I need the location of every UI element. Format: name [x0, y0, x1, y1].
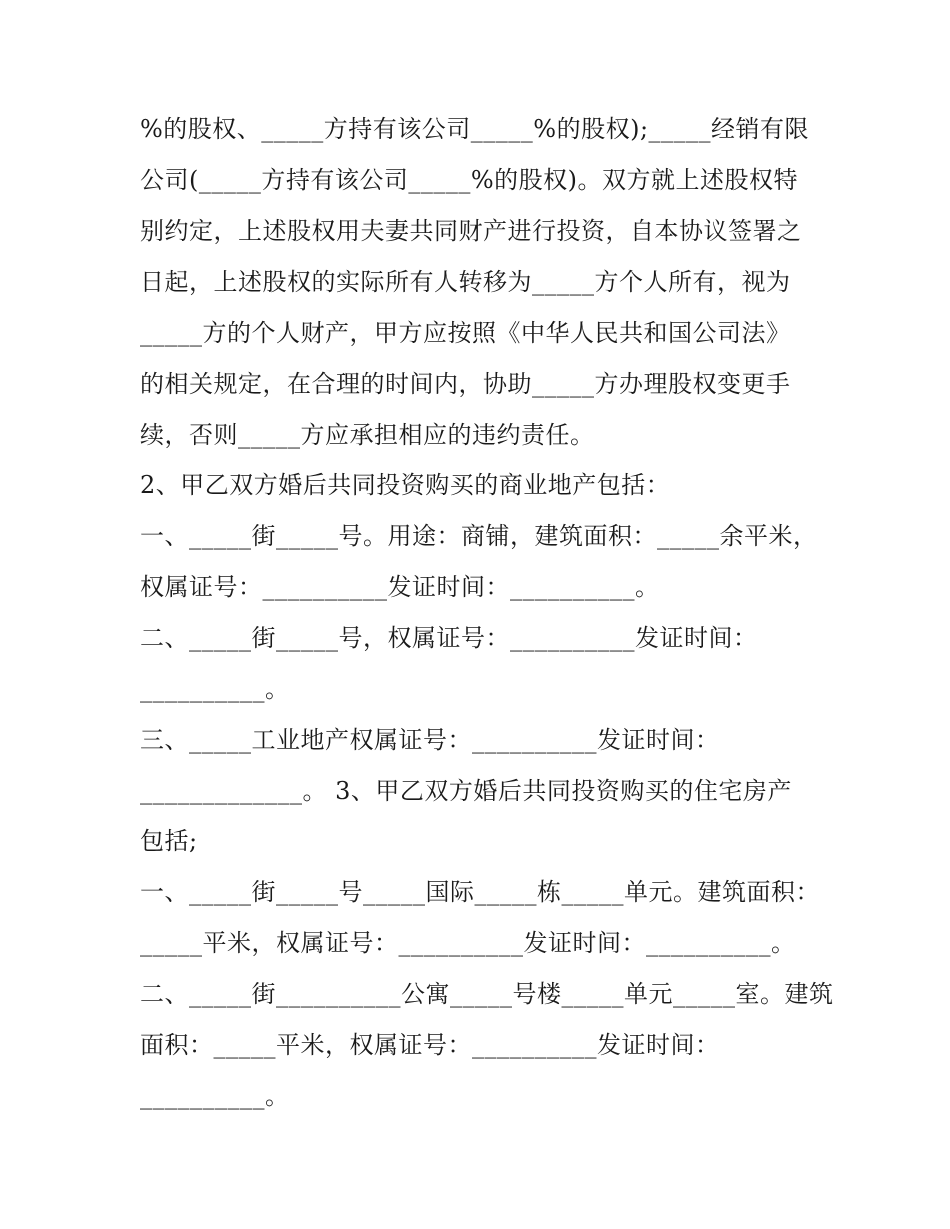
paragraph-line-5: _____方的个人财产，甲方应按照《中华人民共和国公司法》	[140, 319, 791, 347]
paragraph-line-19: 面积：_____平米，权属证号：__________发证时间：	[140, 1031, 720, 1059]
paragraph-line-3: 别约定，上述股权用夫妻共同财产进行投资，自本协议签署之	[140, 217, 802, 245]
paragraph-line-10: 权属证号：__________发证时间：__________。	[140, 573, 660, 601]
paragraph-line-6: 的相关规定，在合理的时间内，协助_____方办理股权变更手	[140, 370, 791, 398]
paragraph-line-20: __________。	[140, 1082, 290, 1110]
paragraph-line-1: %的股权、_____方持有该公司_____%的股权);_____经销有限	[140, 115, 810, 143]
paragraph-line-4: 日起，上述股权的实际所有人转移为_____方个人所有，视为	[140, 268, 791, 296]
paragraph-line-7: 续，否则_____方应承担相应的违约责任。	[140, 421, 595, 449]
paragraph-line-11: 二、_____街_____号，权属证号：__________发证时间：	[140, 624, 758, 652]
paragraph-line-17: _____平米，权属证号：__________发证时间：__________。	[140, 929, 796, 957]
paragraph-line-15: 包括;	[140, 827, 198, 855]
paragraph-line-16: 一、_____街_____号_____国际_____栋_____单元。建筑面积：	[140, 878, 820, 906]
section-heading-commercial: 2、甲乙双方婚后共同投资购买的商业地产包括：	[140, 471, 671, 499]
paragraph-line-14: _____________。 3、甲乙双方婚后共同投资购买的住宅房产	[140, 777, 792, 805]
paragraph-line-13: 三、_____工业地产权属证号：__________发证时间：	[140, 726, 720, 754]
paragraph-line-9: 一、_____街_____号。用途：商铺，建筑面积：_____余平米，	[140, 522, 818, 550]
paragraph-line-12: __________。	[140, 675, 290, 703]
paragraph-line-18: 二、_____街__________公寓_____号楼_____单元_____室。建筑	[140, 980, 834, 1008]
paragraph-line-2: 公司(_____方持有该公司_____%的股权)。双方就上述股权特	[140, 166, 799, 194]
